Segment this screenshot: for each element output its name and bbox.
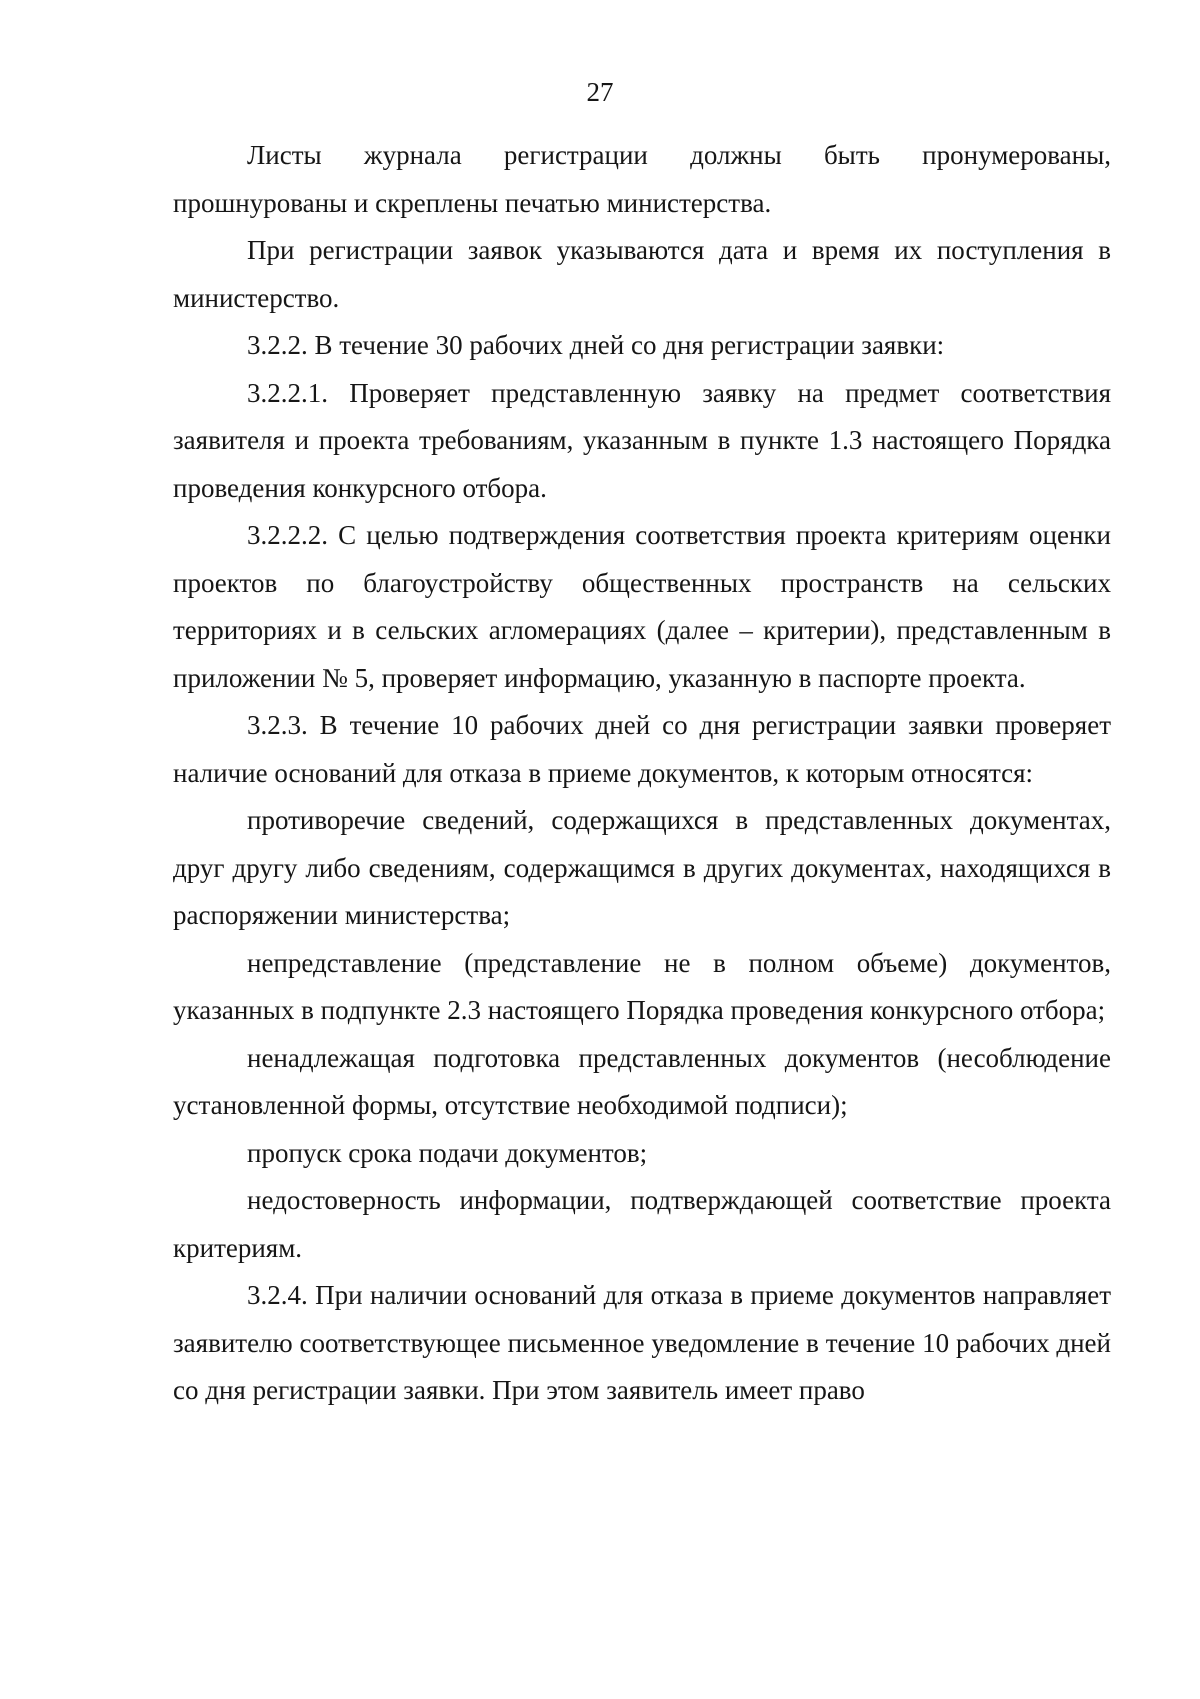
paragraph-registration-date: При регистрации заявок указываются дата и время их поступления в министерство. xyxy=(173,235,1111,313)
paragraph-3-2-2-2: 3.2.2.2. С целью подтверждения соответствия проекта критериям оценки проектов по благоустройству общественных пространств на сельских территориях и в сельских агломерациях (далее – критерии), представленным в приложении № 5, проверяет информацию, указанную в паспорте проекта. xyxy=(173,520,1111,693)
document-body xyxy=(173,132,1111,1415)
paragraph-3-2-4: 3.2.4. При наличии оснований для отказа в приеме документов направляет заявителю соответствующее письменное уведомление в течение 10 рабочих дней со дня регистрации заявки. При этом заявитель имеет право xyxy=(173,1280,1111,1405)
page-number: 27 xyxy=(586,77,614,107)
paragraph-journal-sheets: Листы журнала регистрации должны быть пронумерованы, прошнурованы и скреплены печатью министерства. xyxy=(173,140,1111,218)
list-item-unreliable-info: недостоверность информации, подтверждающей соответствие проекта критериям. xyxy=(173,1185,1111,1263)
list-item-non-submission: непредставление (представление не в полном объеме) документов, указанных в подпункте 2.3 настоящего Порядка проведения конкурсного отбора; xyxy=(173,947,1111,1025)
list-item-contradiction: противоречие сведений, содержащихся в представленных документах, друг другу либо сведениям, содержащимся в других документах, находящихся в распоряжении министерства; xyxy=(173,805,1111,930)
list-item-missed-deadline: пропуск срока подачи документов; xyxy=(247,1137,648,1168)
paragraph-3-2-2: 3.2.2. В течение 30 рабочих дней со дня регистрации заявки: xyxy=(247,330,945,360)
paragraph-3-2-2-1: 3.2.2.1. Проверяет представленную заявку на предмет соответствия заявителя и проекта требованиям, указанным в пункте 1.3 настоящего Порядка проведения конкурсного отбора. xyxy=(173,377,1111,503)
list-item-improper-preparation: ненадлежащая подготовка представленных документов (несоблюдение установленной формы, отсутствие необходимой подписи); xyxy=(173,1042,1111,1120)
paragraph-3-2-3: 3.2.3. В течение 10 рабочих дней со дня регистрации заявки проверяет наличие оснований для отказа в приеме документов, к которым относятся: xyxy=(173,710,1111,788)
